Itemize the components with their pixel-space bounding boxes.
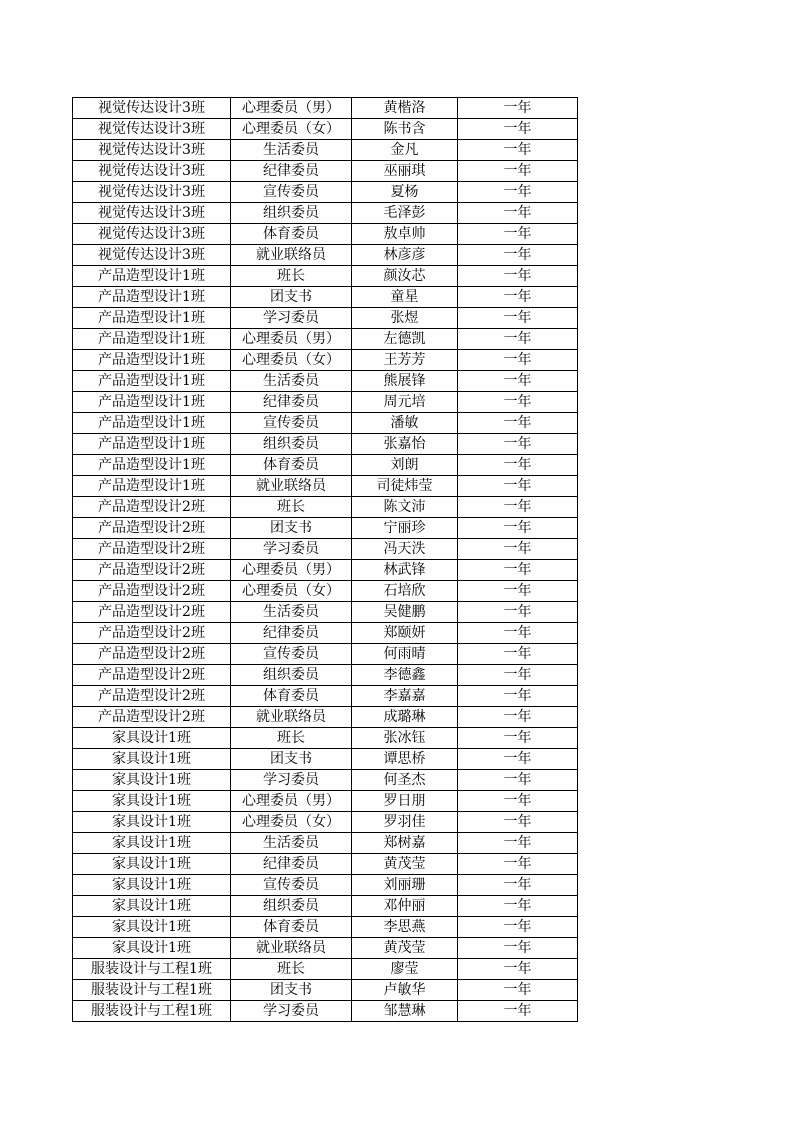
student-name-cell: 吴健鹏 (352, 602, 458, 623)
student-name-cell: 司徒炜莹 (352, 476, 458, 497)
student-name-cell: 金凡 (352, 140, 458, 161)
class-name-cell: 家具设计1班 (73, 875, 231, 896)
table-row (73, 287, 578, 308)
class-name-cell: 家具设计1班 (73, 791, 231, 812)
class-name-cell: 产品造型设计1班 (73, 287, 231, 308)
student-name-cell: 刘丽珊 (352, 875, 458, 896)
table-row (73, 749, 578, 770)
class-name-cell: 家具设计1班 (73, 770, 231, 791)
table-row (73, 896, 578, 917)
term-cell: 一年 (458, 287, 578, 308)
table-row (73, 434, 578, 455)
position-cell: 宣传委员 (231, 182, 352, 203)
term-cell: 一年 (458, 140, 578, 161)
student-name-cell: 张冰钰 (352, 728, 458, 749)
class-name-cell: 产品造型设计1班 (73, 392, 231, 413)
student-name-cell: 刘朗 (352, 455, 458, 476)
position-cell: 班长 (231, 266, 352, 287)
position-cell: 学习委员 (231, 539, 352, 560)
position-cell: 学习委员 (231, 1001, 352, 1022)
position-cell: 心理委员（男） (231, 98, 352, 119)
class-name-cell: 视觉传达设计3班 (73, 203, 231, 224)
position-cell: 宣传委员 (231, 644, 352, 665)
position-cell: 团支书 (231, 518, 352, 539)
class-name-cell: 视觉传达设计3班 (73, 98, 231, 119)
class-officer-table (72, 97, 578, 1022)
table-row (73, 518, 578, 539)
term-cell: 一年 (458, 98, 578, 119)
table-body (73, 98, 578, 1022)
table-row (73, 770, 578, 791)
student-name-cell: 邹慧琳 (352, 1001, 458, 1022)
position-cell: 就业联络员 (231, 476, 352, 497)
term-cell: 一年 (458, 476, 578, 497)
table-row (73, 938, 578, 959)
class-name-cell: 产品造型设计1班 (73, 266, 231, 287)
table-row (73, 350, 578, 371)
position-cell: 组织委员 (231, 434, 352, 455)
position-cell: 体育委员 (231, 686, 352, 707)
class-name-cell: 产品造型设计2班 (73, 665, 231, 686)
table-row (73, 707, 578, 728)
student-name-cell: 熊展锋 (352, 371, 458, 392)
student-name-cell: 宁丽珍 (352, 518, 458, 539)
class-name-cell: 产品造型设计2班 (73, 623, 231, 644)
term-cell: 一年 (458, 329, 578, 350)
student-name-cell: 冯天泆 (352, 539, 458, 560)
term-cell: 一年 (458, 833, 578, 854)
class-name-cell: 产品造型设计1班 (73, 434, 231, 455)
class-name-cell: 视觉传达设计3班 (73, 224, 231, 245)
student-name-cell: 王芳芳 (352, 350, 458, 371)
student-name-cell: 毛泽彭 (352, 203, 458, 224)
position-cell: 心理委员（女） (231, 581, 352, 602)
term-cell: 一年 (458, 560, 578, 581)
term-cell: 一年 (458, 602, 578, 623)
class-name-cell: 产品造型设计1班 (73, 476, 231, 497)
position-cell: 组织委员 (231, 896, 352, 917)
position-cell: 纪律委员 (231, 623, 352, 644)
class-name-cell: 服装设计与工程1班 (73, 1001, 231, 1022)
position-cell: 生活委员 (231, 371, 352, 392)
position-cell: 宣传委员 (231, 413, 352, 434)
student-name-cell: 陈书含 (352, 119, 458, 140)
student-name-cell: 敖卓帅 (352, 224, 458, 245)
position-cell: 就业联络员 (231, 245, 352, 266)
position-cell: 团支书 (231, 749, 352, 770)
table-row (73, 791, 578, 812)
term-cell: 一年 (458, 728, 578, 749)
student-name-cell: 成璐琳 (352, 707, 458, 728)
table-row (73, 371, 578, 392)
term-cell: 一年 (458, 161, 578, 182)
term-cell: 一年 (458, 854, 578, 875)
table-row (73, 476, 578, 497)
table-row (73, 392, 578, 413)
position-cell: 学习委员 (231, 308, 352, 329)
position-cell: 心理委员（男） (231, 791, 352, 812)
student-name-cell: 邓仲丽 (352, 896, 458, 917)
class-name-cell: 产品造型设计2班 (73, 497, 231, 518)
term-cell: 一年 (458, 749, 578, 770)
table-row (73, 560, 578, 581)
term-cell: 一年 (458, 1001, 578, 1022)
term-cell: 一年 (458, 581, 578, 602)
table-row (73, 602, 578, 623)
class-name-cell: 产品造型设计1班 (73, 350, 231, 371)
class-name-cell: 产品造型设计2班 (73, 560, 231, 581)
table-row (73, 497, 578, 518)
position-cell: 体育委员 (231, 917, 352, 938)
class-name-cell: 产品造型设计2班 (73, 644, 231, 665)
table-row (73, 161, 578, 182)
student-name-cell: 巫丽琪 (352, 161, 458, 182)
term-cell: 一年 (458, 434, 578, 455)
class-name-cell: 视觉传达设计3班 (73, 245, 231, 266)
position-cell: 班长 (231, 497, 352, 518)
table-row (73, 224, 578, 245)
position-cell: 纪律委员 (231, 854, 352, 875)
term-cell: 一年 (458, 707, 578, 728)
table-row (73, 413, 578, 434)
table-row (73, 98, 578, 119)
table-row (73, 266, 578, 287)
table-row (73, 245, 578, 266)
position-cell: 组织委员 (231, 665, 352, 686)
student-name-cell: 石培欣 (352, 581, 458, 602)
term-cell: 一年 (458, 644, 578, 665)
term-cell: 一年 (458, 182, 578, 203)
table-row (73, 182, 578, 203)
class-name-cell: 服装设计与工程1班 (73, 959, 231, 980)
term-cell: 一年 (458, 812, 578, 833)
term-cell: 一年 (458, 686, 578, 707)
term-cell: 一年 (458, 980, 578, 1001)
term-cell: 一年 (458, 266, 578, 287)
position-cell: 生活委员 (231, 833, 352, 854)
term-cell: 一年 (458, 791, 578, 812)
class-name-cell: 产品造型设计2班 (73, 581, 231, 602)
term-cell: 一年 (458, 308, 578, 329)
table-row (73, 539, 578, 560)
class-name-cell: 服装设计与工程1班 (73, 980, 231, 1001)
class-name-cell: 产品造型设计2班 (73, 686, 231, 707)
term-cell: 一年 (458, 350, 578, 371)
position-cell: 组织委员 (231, 203, 352, 224)
table-row (73, 203, 578, 224)
term-cell: 一年 (458, 896, 578, 917)
position-cell: 团支书 (231, 980, 352, 1001)
term-cell: 一年 (458, 623, 578, 644)
term-cell: 一年 (458, 497, 578, 518)
position-cell: 就业联络员 (231, 938, 352, 959)
table-row (73, 959, 578, 980)
student-name-cell: 黄茂莹 (352, 854, 458, 875)
class-name-cell: 家具设计1班 (73, 896, 231, 917)
term-cell: 一年 (458, 539, 578, 560)
student-name-cell: 林彦彦 (352, 245, 458, 266)
student-name-cell: 张嘉怡 (352, 434, 458, 455)
student-name-cell: 廖莹 (352, 959, 458, 980)
table-row (73, 665, 578, 686)
table-row (73, 812, 578, 833)
student-name-cell: 李思燕 (352, 917, 458, 938)
table-row (73, 980, 578, 1001)
student-name-cell: 颜汝芯 (352, 266, 458, 287)
table-row (73, 854, 578, 875)
class-name-cell: 产品造型设计2班 (73, 707, 231, 728)
term-cell: 一年 (458, 938, 578, 959)
class-name-cell: 视觉传达设计3班 (73, 140, 231, 161)
class-name-cell: 产品造型设计1班 (73, 371, 231, 392)
term-cell: 一年 (458, 917, 578, 938)
student-name-cell: 卢敏华 (352, 980, 458, 1001)
term-cell: 一年 (458, 245, 578, 266)
student-name-cell: 张煜 (352, 308, 458, 329)
position-cell: 学习委员 (231, 770, 352, 791)
position-cell: 纪律委员 (231, 161, 352, 182)
class-name-cell: 家具设计1班 (73, 917, 231, 938)
student-name-cell: 李嘉嘉 (352, 686, 458, 707)
position-cell: 生活委员 (231, 140, 352, 161)
class-name-cell: 家具设计1班 (73, 812, 231, 833)
position-cell: 心理委员（男） (231, 329, 352, 350)
table-row (73, 455, 578, 476)
position-cell: 生活委员 (231, 602, 352, 623)
table-row (73, 581, 578, 602)
student-name-cell: 童星 (352, 287, 458, 308)
student-name-cell: 何雨晴 (352, 644, 458, 665)
term-cell: 一年 (458, 875, 578, 896)
class-name-cell: 家具设计1班 (73, 749, 231, 770)
term-cell: 一年 (458, 959, 578, 980)
table-row (73, 308, 578, 329)
table-row (73, 140, 578, 161)
position-cell: 体育委员 (231, 455, 352, 476)
student-name-cell: 陈文沛 (352, 497, 458, 518)
student-name-cell: 罗羽佳 (352, 812, 458, 833)
table-row (73, 119, 578, 140)
student-name-cell: 罗日朋 (352, 791, 458, 812)
term-cell: 一年 (458, 518, 578, 539)
position-cell: 班长 (231, 959, 352, 980)
student-name-cell: 黄楷洛 (352, 98, 458, 119)
student-name-cell: 潘敏 (352, 413, 458, 434)
class-name-cell: 家具设计1班 (73, 854, 231, 875)
position-cell: 心理委员（女） (231, 812, 352, 833)
class-name-cell: 家具设计1班 (73, 728, 231, 749)
class-name-cell: 家具设计1班 (73, 833, 231, 854)
class-name-cell: 产品造型设计1班 (73, 413, 231, 434)
term-cell: 一年 (458, 413, 578, 434)
student-name-cell: 郑树嘉 (352, 833, 458, 854)
class-name-cell: 产品造型设计1班 (73, 308, 231, 329)
student-name-cell: 何圣杰 (352, 770, 458, 791)
table-row (73, 1001, 578, 1022)
table-row (73, 728, 578, 749)
class-name-cell: 家具设计1班 (73, 938, 231, 959)
position-cell: 体育委员 (231, 224, 352, 245)
student-name-cell: 夏杨 (352, 182, 458, 203)
class-name-cell: 视觉传达设计3班 (73, 161, 231, 182)
term-cell: 一年 (458, 371, 578, 392)
term-cell: 一年 (458, 392, 578, 413)
table-row (73, 329, 578, 350)
student-name-cell: 谭思桥 (352, 749, 458, 770)
table-row (73, 833, 578, 854)
student-name-cell: 左德凯 (352, 329, 458, 350)
term-cell: 一年 (458, 665, 578, 686)
term-cell: 一年 (458, 455, 578, 476)
position-cell: 班长 (231, 728, 352, 749)
position-cell: 纪律委员 (231, 392, 352, 413)
student-name-cell: 林武锋 (352, 560, 458, 581)
term-cell: 一年 (458, 770, 578, 791)
table-row (73, 623, 578, 644)
position-cell: 心理委员（女） (231, 350, 352, 371)
term-cell: 一年 (458, 224, 578, 245)
position-cell: 宣传委员 (231, 875, 352, 896)
class-name-cell: 产品造型设计2班 (73, 539, 231, 560)
student-name-cell: 李德鑫 (352, 665, 458, 686)
class-name-cell: 视觉传达设计3班 (73, 119, 231, 140)
student-name-cell: 周元培 (352, 392, 458, 413)
table-row (73, 686, 578, 707)
student-name-cell: 黄茂莹 (352, 938, 458, 959)
student-name-cell: 郑颐妍 (352, 623, 458, 644)
table-row (73, 875, 578, 896)
term-cell: 一年 (458, 119, 578, 140)
position-cell: 团支书 (231, 287, 352, 308)
class-name-cell: 产品造型设计1班 (73, 455, 231, 476)
class-name-cell: 产品造型设计2班 (73, 518, 231, 539)
position-cell: 就业联络员 (231, 707, 352, 728)
class-name-cell: 产品造型设计2班 (73, 602, 231, 623)
class-name-cell: 视觉传达设计3班 (73, 182, 231, 203)
position-cell: 心理委员（男） (231, 560, 352, 581)
class-name-cell: 产品造型设计1班 (73, 329, 231, 350)
table-row (73, 644, 578, 665)
table-row (73, 917, 578, 938)
term-cell: 一年 (458, 203, 578, 224)
position-cell: 心理委员（女） (231, 119, 352, 140)
